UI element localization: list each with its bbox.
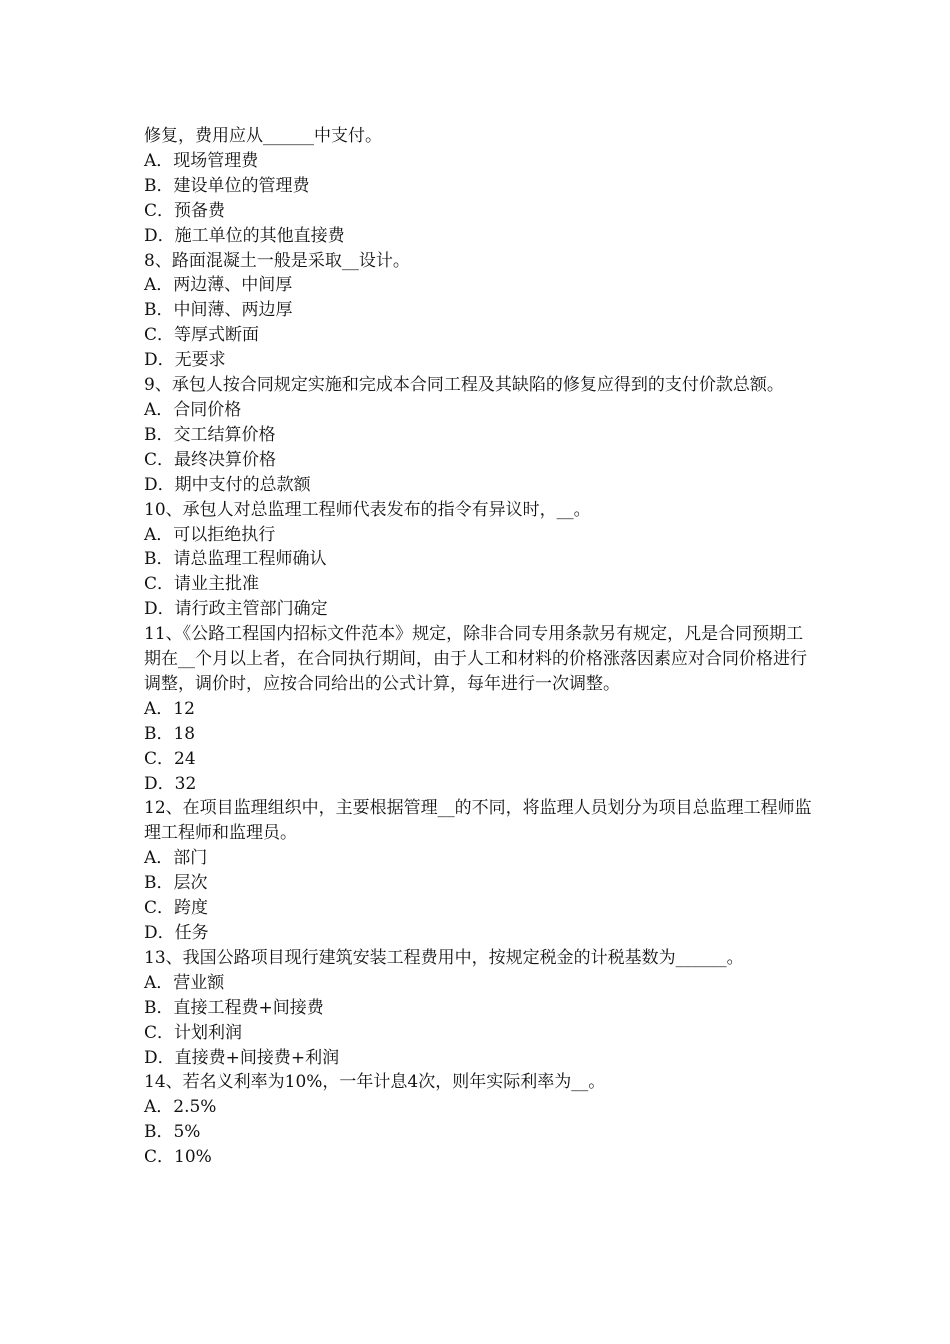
question-8: 8、路面混凝土一般是采取__设计。 — [144, 250, 410, 271]
question-9: 9、承包人按合同规定实施和完成本合同工程及其缺陷的修复应得到的支付价款总额。 — [144, 375, 784, 396]
question-13: 13、我国公路项目现行建筑安装工程费用中，按规定税金的计税基数为______。 — [144, 947, 744, 968]
option-a: A．部门 — [144, 848, 208, 869]
option-d: D．施工单位的其他直接费 — [144, 225, 345, 246]
question-14: 14、若名义利率为10%，一年计息4次，则年实际利率为__。 — [144, 1072, 606, 1093]
question-10: 10、承包人对总监理工程师代表发布的指令有异议时，__。 — [144, 499, 591, 520]
option-a: A．12 — [144, 698, 195, 719]
option-a: A．可以拒绝执行 — [144, 524, 276, 545]
option-c: C．最终决算价格 — [144, 449, 277, 470]
option-d: D．无要求 — [144, 350, 226, 371]
question-text-7-continued: 修复，费用应从______中支付。 — [144, 126, 382, 146]
option-b: B．层次 — [144, 873, 208, 894]
option-a: A．两边薄、中间厚 — [144, 275, 293, 296]
option-b: B．18 — [144, 723, 196, 744]
option-d: D．期中支付的总款额 — [144, 474, 311, 495]
option-d: D．请行政主管部门确定 — [144, 599, 328, 620]
option-a: A．2.5% — [144, 1097, 217, 1118]
option-d: D．32 — [144, 773, 197, 794]
question-11: 11、《公路工程国内招标文件范本》规定，除非合同专用条款另有规定，凡是合同预期工期在__个月以上者，在合同执行期间，由于人工和材料的价格涨落因素应对合同价格进行调整，调价时，应按合同给出的公式计算，每年进行一次调整。 — [144, 624, 807, 694]
option-c: C．请业主批准 — [144, 574, 260, 595]
option-b: B．建设单位的管理费 — [144, 175, 310, 196]
option-a: A．现场管理费 — [144, 150, 259, 171]
option-b: B．交工结算价格 — [144, 424, 276, 445]
option-b: B．直接工程费+间接费 — [144, 997, 324, 1018]
option-c: C．10% — [144, 1147, 212, 1168]
document-body — [144, 124, 816, 1170]
option-c: C．预备费 — [144, 200, 226, 221]
option-b: B．中间薄、两边厚 — [144, 300, 293, 321]
option-d: D．直接费+间接费+利润 — [144, 1047, 340, 1068]
option-b: B．请总监理工程师确认 — [144, 549, 327, 570]
option-b: B．5% — [144, 1122, 201, 1143]
option-d: D．任务 — [144, 923, 209, 943]
question-12: 12、在项目监理组织中，主要根据管理__的不同，将监理人员划分为项目总监理工程师监理工程师和监理员。 — [144, 798, 812, 844]
option-c: C．24 — [144, 748, 196, 769]
option-a: A．合同价格 — [144, 399, 242, 420]
option-c: C．跨度 — [144, 898, 209, 919]
option-c: C．等厚式断面 — [144, 325, 260, 346]
option-a: A．营业额 — [144, 972, 225, 993]
option-c: C．计划利润 — [144, 1022, 243, 1043]
